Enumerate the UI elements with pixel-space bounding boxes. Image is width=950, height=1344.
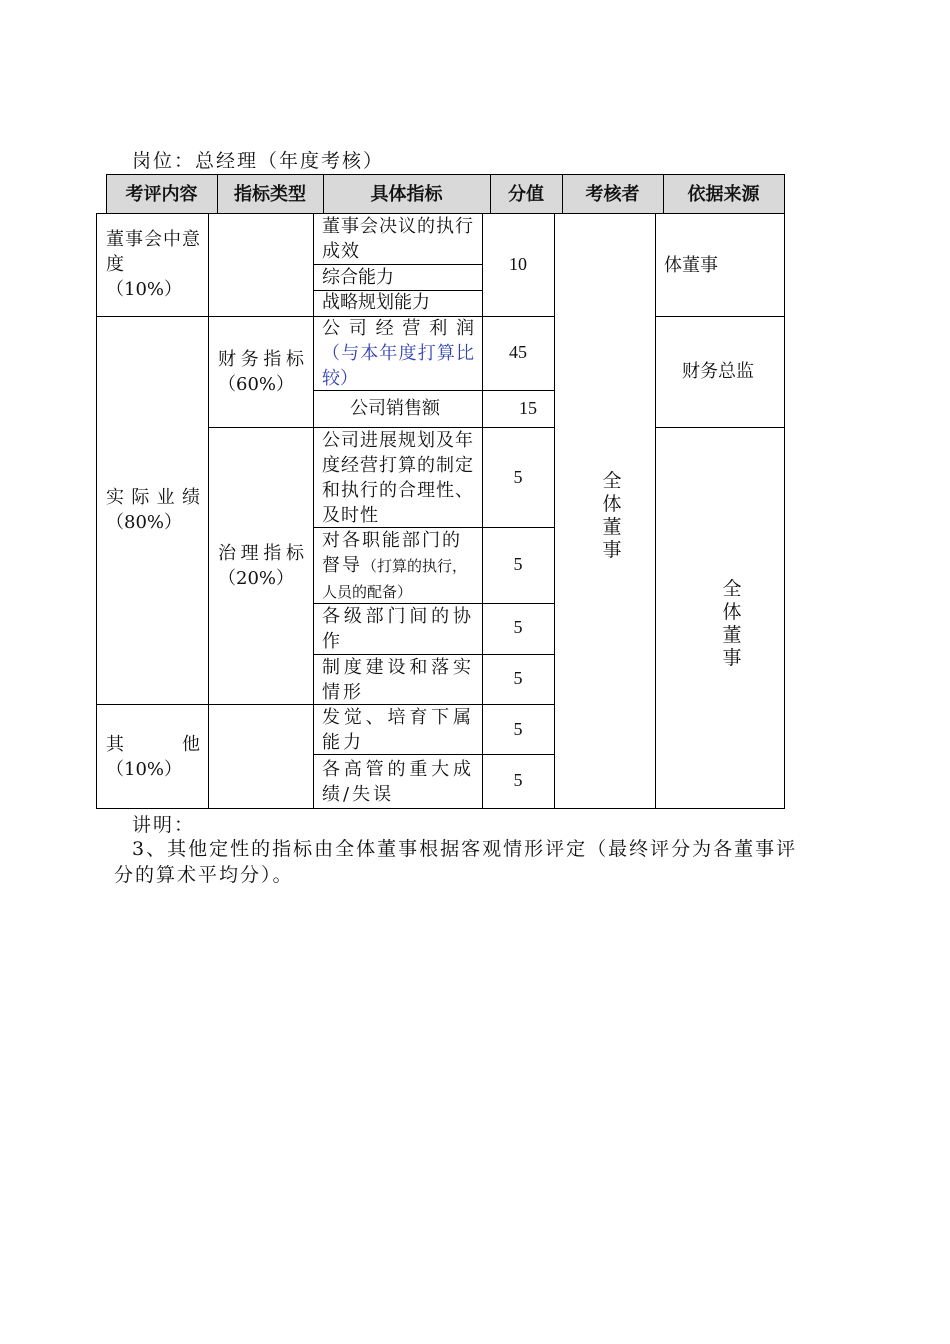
type-finance-name: 财务指标 [218,349,304,370]
rule [490,174,491,214]
indicator-supervision-main: 对各职能部门的督导 [322,530,462,576]
header-content: 考评内容 [125,184,198,204]
assessor-vertical: 全体董事 [602,470,622,561]
rule [313,213,314,809]
rule [784,174,785,214]
score-supervision: 5 [513,554,523,574]
type-governance-pct: （20%） [218,568,295,589]
group-other-pct: （10%） [106,759,183,780]
rule [217,174,218,214]
rule [106,174,107,214]
indicator-supervision [322,528,474,605]
score-planning: 5 [513,467,523,487]
rule [96,808,784,809]
rule [655,213,656,809]
header-score: 分值 [508,184,544,204]
notes-label: 讲明： [132,814,196,836]
source-rest-vertical: 全体董事 [722,578,742,669]
score-collaboration: 5 [513,617,523,637]
score-board: 10 [509,254,527,274]
score-talent: 5 [513,719,523,739]
group-board-pct: （10%） [106,279,183,300]
rule [554,213,555,809]
header-source: 依据来源 [687,184,760,204]
source-board: 体董事 [664,255,718,276]
indicator-strategy: 战略规划能力 [322,292,430,313]
rule [106,174,784,175]
rule [655,316,784,317]
header-type: 指标类型 [234,184,306,204]
rule [655,427,784,428]
score-sales: 15 [519,398,537,418]
group-board-name: 董事会中意度 [106,229,200,275]
rule [96,213,97,809]
indicator-supervision-note: （打算的执行，人员的配备） [322,557,468,601]
type-governance-name: 治理指标 [218,543,304,564]
page-title: 岗位：总经理（年度考核） [132,150,385,172]
source-finance: 财务总监 [682,361,754,382]
type-finance-pct: （60%） [218,374,295,395]
score-achievement: 5 [513,770,523,790]
indicator-overall-ability: 综合能力 [322,267,394,288]
rule [784,213,785,809]
score-system: 5 [513,668,523,688]
header-assessor: 考核者 [585,184,640,204]
group-actual-name: 实际业绩 [106,487,200,508]
rule [663,174,664,214]
indicator-collaboration: 各级部门间的协作 [322,606,474,652]
indicator-talent: 发觉、培育下属能力 [322,707,474,753]
rule [208,213,209,809]
indicator-sales: 公司销售额 [350,398,440,419]
rule [562,174,563,214]
indicator-profit-main: 公司经营利润 [322,318,474,339]
rule [323,174,324,214]
notes-line-1: 3、其他定性的指标由全体董事根据客观情形评定（最终评分为各董事评 [132,838,798,860]
indicator-resolution: 董事会决议的执行成效 [322,216,474,262]
group-other-name: 其他 [106,734,200,755]
header-specific: 具体指标 [370,184,443,204]
notes-line-2: 分的算术平均分）。 [114,864,294,886]
indicator-profit [322,316,474,391]
indicator-planning: 公司进展规划及年度经营打算的制定和执行的合理性、及时性 [322,430,474,526]
indicator-profit-note: （与本年度打算比较） [322,343,474,389]
group-actual-pct: （80%） [106,512,183,533]
score-profit: 45 [509,342,527,362]
indicator-achievement: 各高管的重大成绩/失误 [322,759,474,805]
indicator-system: 制度建设和落实情形 [322,657,474,703]
